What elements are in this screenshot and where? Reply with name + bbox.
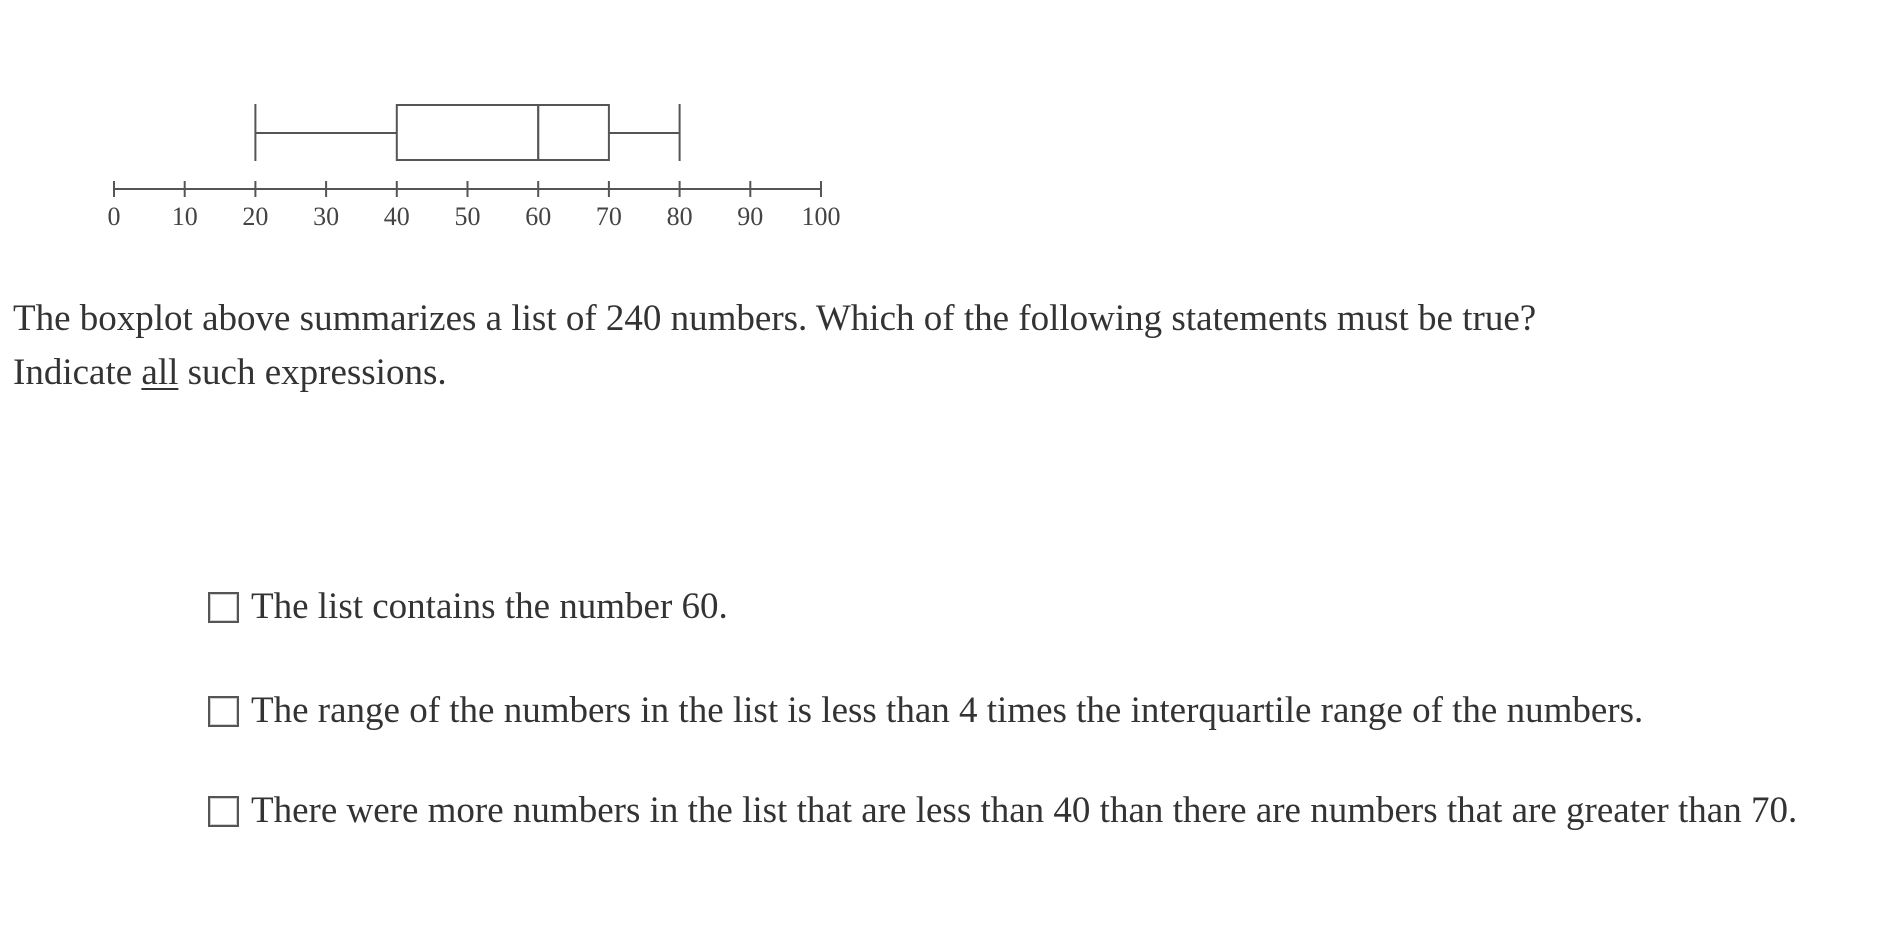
axis-tick-label: 90: [737, 202, 764, 231]
option-2-label: The range of the numbers in the list is less than 4 times the interquartile range of the numbers.: [251, 690, 1644, 731]
checkbox-option-2[interactable]: [208, 696, 239, 727]
axis-tick-label: 40: [383, 202, 410, 231]
axis-tick-label: 50: [454, 202, 481, 231]
checkbox-option-3[interactable]: [208, 796, 239, 827]
checkbox-option-1[interactable]: [208, 592, 239, 623]
axis-tick-label: 70: [595, 202, 622, 231]
answer-option-1[interactable]: [208, 585, 728, 629]
x-axis: [108, 181, 841, 231]
instruction-emphasis-all: all: [141, 352, 179, 393]
question-line-2: [13, 346, 1536, 400]
axis-tick-label: 60: [525, 202, 552, 231]
option-1-label: The list contains the number 60.: [251, 586, 728, 627]
axis-tick-label: 20: [242, 202, 269, 231]
answer-option-2[interactable]: [208, 689, 1643, 733]
iqr-box: [397, 105, 609, 160]
axis-tick-label: 100: [801, 202, 841, 231]
boxplot-chart: [0, 0, 900, 240]
instruction-suffix: such expressions.: [178, 352, 447, 393]
axis-tick-label: 0: [107, 202, 121, 231]
axis-tick-label: 10: [171, 202, 198, 231]
instruction-prefix: Indicate: [13, 352, 142, 393]
axis-tick-label: 80: [666, 202, 693, 231]
option-3-label: There were more numbers in the list that are less than 40 than there are numbers that are greater than 70.: [251, 790, 1798, 831]
axis-tick-label: 30: [313, 202, 340, 231]
question-text: [13, 292, 1536, 400]
box-and-whiskers: [255, 104, 679, 161]
question-line-1: The boxplot above summarizes a list of 240 numbers. Which of the following statements must be true?: [13, 298, 1537, 339]
answer-option-3[interactable]: [208, 789, 1797, 833]
